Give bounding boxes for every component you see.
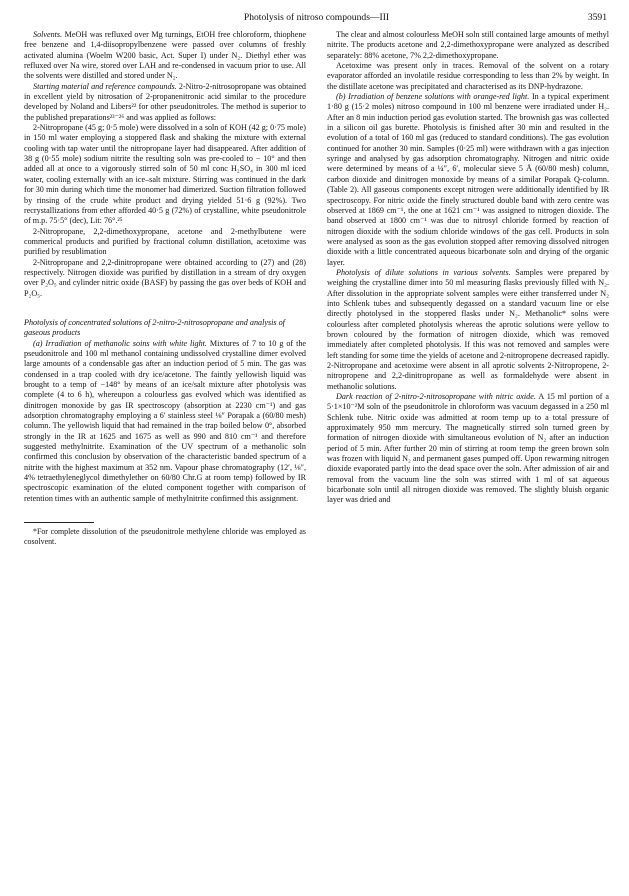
run-in-heading-dilute: Photolysis of dilute solutions in various solvents.	[336, 267, 511, 277]
paragraph-acetoxime: Acetoxime was present only in traces. Removal of the solvent on a rotary evaporator afforded an involatile residue corresponding to less than 2% by weight. In the distillate acetone was precipitated and characterised as its DNP-hydrazone.	[327, 61, 609, 91]
two-column-body	[24, 30, 609, 546]
paragraph-commercial-products: 2-Nitropropane, 2,2-dimethoxypropane, acetone and 2-methylbutene were commerical products and purified by fractional column distillation, acetoxime was purified by resublimation	[24, 226, 306, 257]
footnote: *For complete dissolution of the pseudonitrole methylene chloride was employed as cosolvent.	[24, 527, 306, 546]
page-number: 3591	[587, 12, 607, 23]
paragraph-nitropropane-procedure: 2-Nitropropane (45 g; 0·5 mole) were dissolved in a soln of KOH (42 g; 0·75 mole) in 150 ml water employing a stoppered flask and shaking the mixture with external cooling with tap water until the nitropropane layer had disappeared. After addition of 38 g (0·55 mole) sodium nitrite the resulting soln was pre-cooled to − 10° and then added all at once to a vigorously stirred soln of 50 ml conc H₂SO₄ in 300 ml iced water, cooling externally with an ice–salt mixture. Stirring was continued in the dark for 30 min during which time the monomer had dimerized. Suction filtration followed by rinsing of the crude white product and drying yielded 51·6 g (92%). Two recrystallizations from ether afforded 40·5 g (72%) of crystalline, white pseudonitrole of m.p. 75·5° (dec), Lit: 76°.²⁵	[24, 123, 306, 226]
methanolic-irradiation-text: Mixtures of 7 to 10 g of the pseudonitrole and 100 ml methanol containing undissolved crystalline dimer evolved large amounts of a condensable gas after an induction period of 5 min. The gas was condensed in a trap cooled with dry ice/acetone. The faintly yellowish liquid was brought to a temp of −148° by means of an ice/salt mixture after photolysis was complete (4 to 6 h), whereupon a colourless gas evolved which was identified as dinitrogen monoxide by gas IR spectroscopy (absorption at 2230 cm⁻¹) and gas adsorption chromatography employing a 6′ stainless steel ⅛″ Porapak a (60/80 mesh) column. The yellowish liquid that had remained in the trap boiled below 0°, absorbed strongly in the IR at 1625 and 1675 as well as 990 and 810 cm⁻¹ and therefore suggested methylnitrite. Examination of the UV spectrum of a methanolic soln confirmed this conclusion by observation of the characteristic banded spectrum of a nitrite with the highest maximum at 352 nm. Vapour phase chromatography (12′, ⅛″, 4% tetraethyleneglycol dimethylether on 60/80 Chr.G at room temp) followed by IR spectroscopic examination of the eluted component together with comparison of retention times with an authentic sample of methylnitrite confirmed this assignment.	[24, 338, 307, 503]
paragraph-solvents	[24, 30, 306, 82]
run-in-heading-starting-material: Starting material and reference compounds.	[33, 81, 177, 91]
paragraph-dinitropropane: 2-Nitropropane and 2,2-dinitropropane were obtained according to (27) and (28) respectively. Nitrogen dioxide was purified by distillation in a stream of dry oxygen over P₂O₅ and cylinder nitric oxide (BASF) by passing the gas over beds of KOH and P₂O₅.	[24, 257, 306, 298]
benzene-irradiation-text: In a typical experiment 1·80 g (15·2 moles) nitroso compound in 100 ml benzene were irradiated under H₂. After an 8 min induction period gas evolution started. The brownish gas was collected in a silicon oil gas burette. Photolysis is finished after 30 min and resulted in the evolution of a total of 160 ml gas (reduced to standard conditions). The gas evolution continued for another 30 min. Samples (0·25 ml) were withdrawn with a gas injection syringe and analysed by gas adsorption chromatography. Nitrogen and nitric oxide were determined by means of a ¼″, 6′, molecular sieve 5 Å (60/80 mesh) column, carbon dioxide and dinitrogen monoxide by means of a similar Porapak Q-column. (Table 2). All gaseous components except nitrogen were additionally identified by IR spectroscopy. For nitric oxide the finely structured double band with zero centre was observed at 1869 cm⁻¹, the one at 1621 cm⁻¹ was assigned to nitrogen dioxide. The band observed at 1800 cm⁻¹ was due to nitrosyl chloride formed by reaction of nitrogen dioxide with the sodium chloride windows of the gas cell. Products in soln were analysed as soon as the gas evolution stopped after removing dissolved nitrogen dioxide with a little concentrated aqueous bicarbonate soln and drying of the organic layer.	[327, 92, 610, 267]
run-in-heading-a: (a) Irradiation of methanolic soins with white light.	[33, 338, 207, 348]
left-column	[24, 30, 306, 546]
solvents-text: MeOH was refluxed over Mg turnings, EtOH free chloroform, thiophene free benzene and 1,4-diisopropylbenzene were passed over columns of freshly activated alumina (Woelm W200 basic, Act. Super I) under N₂. Diethyl ether was refluxed over Na wire, stored over LAH and re-condensed in vacuum prior to use. All the solvents were distilled and stored under N₂.	[24, 30, 307, 81]
run-in-heading-b: (b) Irradiation of benzene solutions with orange-red light.	[336, 92, 530, 102]
dark-reaction-text: A 15 ml portion of a 5·1×10⁻²M soln of the pseudonitrole in chloroform was vacuum degassed in a 250 ml Schlenk tube. Nitric oxide was admitted at room temp up to a total pressure of approximately 950 mm mercury. The magnetically stirred soln turned green by formation of nitrogen dioxide with simultaneous evolution of N₂ after an induction period of 5 min. After further 20 min of stirring at room temp the green brown soln was frozen with liquid N₂ and permanent gases pumped off. Upon rewarming nitrogen dioxide evaporated partly into the dead space over the soln. After admission of air and removal from the vacuum line the soln was stirred with 1 ml of sat aqueous bicarbonate soln until all nitrogen dioxide was removed. The slightly bluish organic layer was dried and	[327, 392, 610, 505]
paragraph-methanolic-irradiation	[24, 339, 306, 505]
footnote-rule	[24, 522, 94, 523]
starting-material-text: 2-Nitro-2-nitrosopropane was obtained in excellent yield by nitrosation of 2-propanenitronic acid similar to the procedure developed by Noland and Libers²² for other pseudonitroles. The method is superior to the published preparations²³⁻²⁶ and was applied as follows:	[24, 81, 306, 122]
running-title: Photolysis of nitroso compounds—III	[243, 12, 390, 23]
section-heading: Photolysis of concentrated solutions of 2-nitro-2-nitrosopropane and analysis of gaseous products	[24, 317, 285, 338]
run-in-heading-dark-reaction: Dark reaction of 2-nitro-2-nitrosopropane with nitric oxide.	[336, 392, 536, 402]
right-column	[327, 30, 609, 546]
paragraph-dilute-solutions	[327, 268, 609, 392]
paragraph-dark-reaction	[327, 392, 609, 506]
paragraph-starting-material	[24, 82, 306, 123]
run-in-heading-solvents: Solvents.	[33, 30, 63, 39]
dilute-solutions-text: Samples were prepared by weighing the crystalline dimer into 50 ml measuring flasks previously filled with N₂. After dissolution in the appropriate solvent samples were either transferred under N₂ into Schlenk tubes and subsequently degassed on a standard vacuum line or else directly photolysed in the stoppered flasks under N₂. Methanolic* solns were colourless after completed photolysis whereas the aprotic solutions were yellow to brown coloured by the formation of nitrogen dioxide, which was removed immediately after completed photolysis. If this was not removed and samples were left standing for some time the yields of acetone and 2-nitropropene decreased rapidly. 2-Nitropropane and acetoxime were absent in all aprotic solvents 2-Nitropropene, 2-nitropropene and 2,2-dinitropropane as well as formaldehyde were absent in methanolic solutions.	[327, 267, 609, 391]
paragraph-methanol-products: The clear and almost colourless MeOH soln still contained large amounts of methyl nitrite. The products acetone and 2,2-dimethoxypropane were analyzed as described separately: 88% acetone, 7% 2,2-dimethoxypropane.	[327, 30, 609, 60]
running-header	[24, 8, 609, 30]
paragraph-benzene-irradiation	[327, 92, 609, 268]
